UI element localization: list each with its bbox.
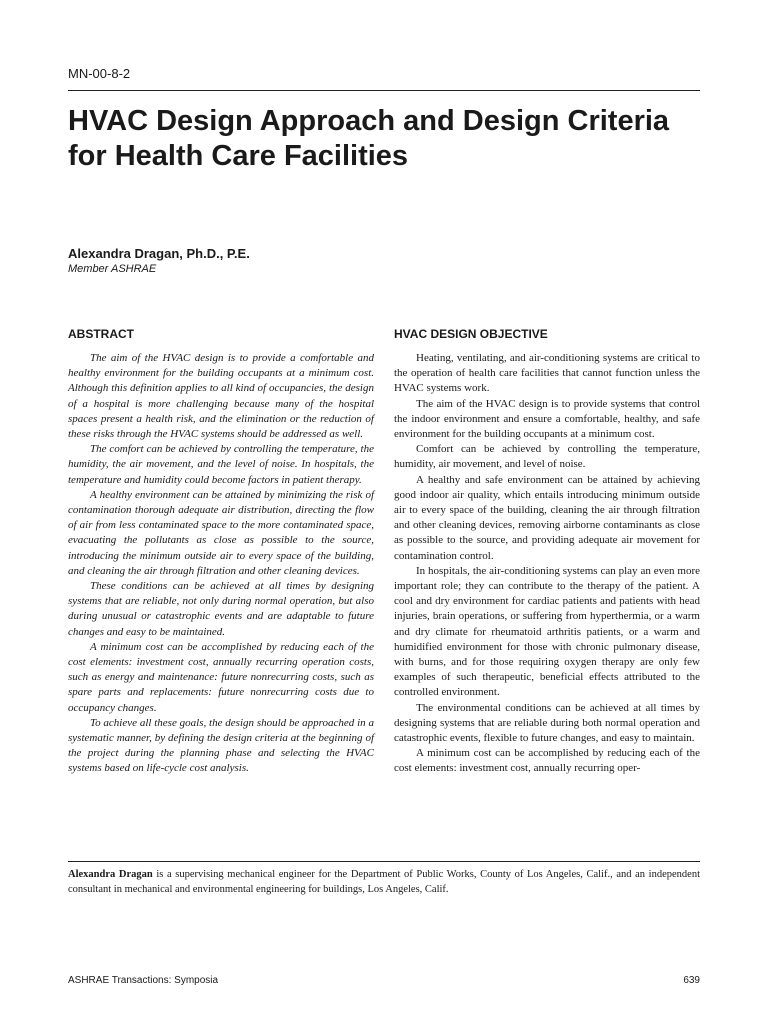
abstract-paragraph: A healthy environment can be attained by minimizing the risk of contamination thorough adequate air distribution, directing the flow of air from less contaminated space to the more contaminated space, evacuating the pollutants as close as possible to the source, introducing the minimum outside air to every space of the building, and cleaning the air through filtration and other cleaning devices. — [68, 488, 374, 577]
objective-paragraph: In hospitals, the air-conditioning systems can play an even more important role; they can contribute to the therapy of the patient. A cool and dry environment for cardiac patients and patients with head injuries, brain operations, or suffering from hyperthermia, or a warm and dry climate for rheumatoid arthritis patients, or a warm and humidified environment for those with chronic pulmonary disease, with burns, and for those requiring oxygen therapy are only few examples of such therapeutic, beneficial effects attributed to the controlled environment. — [394, 564, 700, 699]
author-affiliation: Member ASHRAE — [68, 263, 157, 275]
objective-paragraph: The aim of the HVAC design is to provide systems that control the indoor environment and ensure a comfortable, healthy, and safe environment for the building occupants at a minimum cost. — [394, 397, 700, 441]
objective-paragraph: The environmental conditions can be achieved at all times by designing systems that are reliable during both normal operation and catastrophic events, flexible to future changes, and easy to maintain. — [394, 701, 700, 745]
abstract-column — [68, 327, 374, 777]
page-number: 639 — [683, 975, 700, 986]
objective-heading: HVAC DESIGN OBJECTIVE — [394, 327, 548, 341]
abstract-paragraph: The comfort can be achieved by controlling the temperature, the humidity, the air movement, and the level of noise. In hospitals, the temperature and humidity could become factors in patient therapy. — [68, 443, 374, 486]
abstract-paragraph: These conditions can be achieved at all times by designing systems that are reliable, not only during normal operation, but also during unusual or catastrophic events and are adaptable to future changes and easy to be maintained. — [68, 580, 374, 638]
abstract-heading: ABSTRACT — [68, 327, 134, 341]
objective-paragraph: Heating, ventilating, and air-conditioning systems are critical to the operation of health care facilities that cannot function unless the HVAC systems work. — [394, 352, 700, 395]
header-rule — [68, 90, 700, 91]
objective-column — [394, 327, 700, 777]
abstract-paragraph: The aim of the HVAC design is to provide a comfortable and healthy environment for the building occupants at a minimum cost. Although this definition applies to all kind of occupancies, the design of a hospital is more challenging because many of the hospital spaces present a health risk, and the elimination or the reduction of these risks through the HVAC systems should be addressed as well. — [68, 352, 374, 441]
author-name: Alexandra Dragan, Ph.D., P.E. — [68, 246, 250, 261]
objective-paragraph: Comfort can be achieved by controlling the temperature, humidity, air movement, and level of noise. — [394, 443, 700, 471]
footnote-author-name: Alexandra Dragan — [68, 869, 153, 880]
document-id: MN-00-8-2 — [68, 66, 131, 81]
footnote-text: is a supervising mechanical engineer for the Department of Public Works, County of Los Angeles, Calif., and an independent consultant in mechanical and environmental engineering for buildings, Los Angeles, Calif. — [68, 869, 700, 895]
paper-title: HVAC Design Approach and Design Criteria for Health Care Facilities — [68, 105, 670, 172]
journal-name: ASHRAE Transactions: Symposia — [68, 975, 219, 986]
objective-paragraph: A healthy and safe environment can be attained by achieving good indoor air quality, which entails introducing minimum outside air to every space of the building, cleaning the air through filtration and other cleaning devices, removing airborne contaminants as close as possible to the source, and providing adequate air movement for contamination control. — [394, 473, 700, 562]
author-footnote — [68, 867, 700, 897]
objective-paragraph: A minimum cost can be accomplished by reducing each of the cost elements: investment cost, annually recurring oper- — [394, 747, 700, 775]
abstract-paragraph: To achieve all these goals, the design should be approached in a systematic manner, by defining the design criteria at the beginning of the project during the planning phase and selecting the HVAC systems based on life-cycle cost analysis. — [68, 716, 374, 775]
abstract-paragraph: A minimum cost can be accomplished by reducing each of the cost elements: investment cost, annually recurring operation costs, such as energy and maintenance: future nonrecurring costs, such as spare parts and replacements: future nonrecurring costs due to occupancy changes. — [68, 640, 374, 714]
footnote-rule — [68, 861, 700, 862]
